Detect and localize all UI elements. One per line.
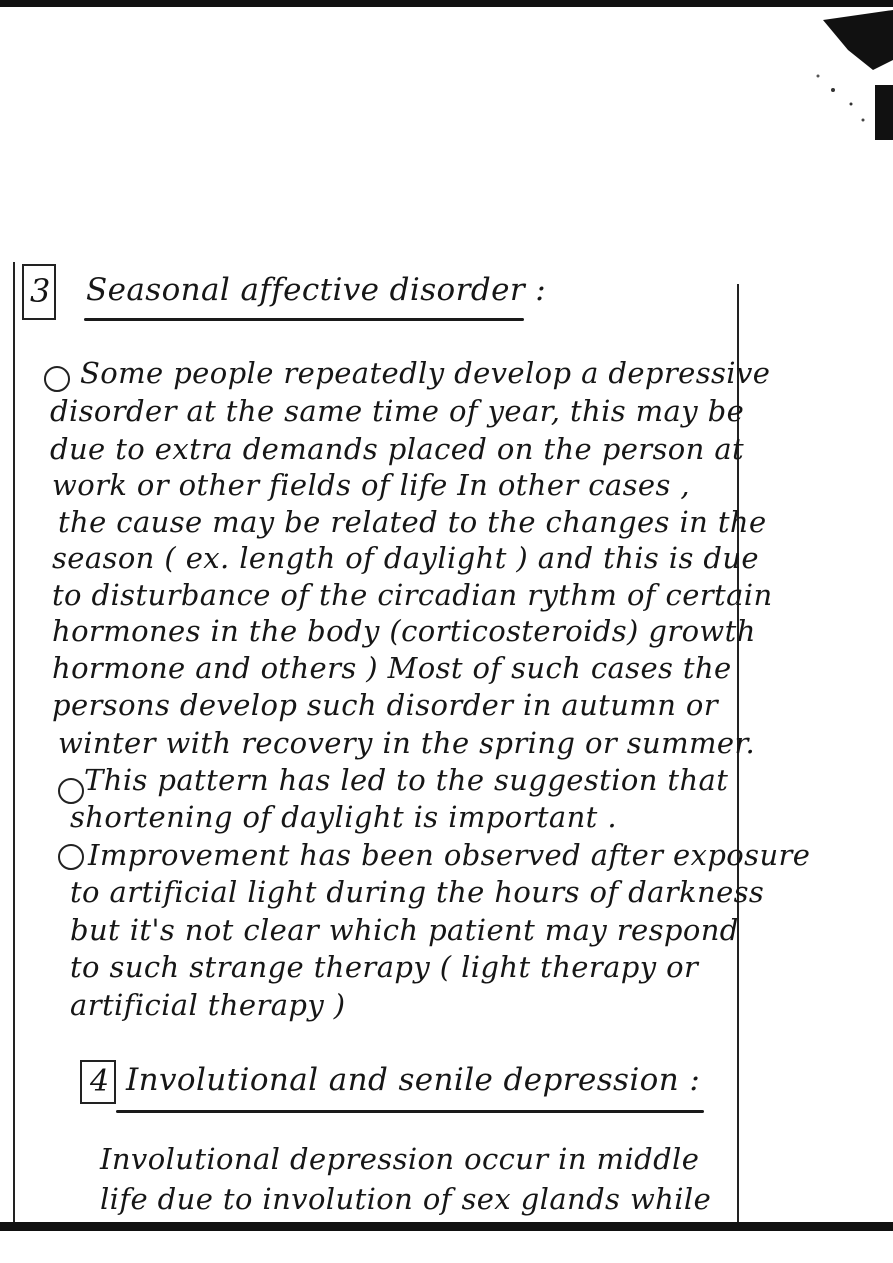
section-4-heading: Involutional and senile depression :	[126, 1062, 701, 1098]
section-3-line-13: shortening of daylight is important .	[70, 800, 617, 834]
scan-bottom-edge	[0, 1222, 893, 1263]
section-3-line-5: the cause may be related to the changes in the	[58, 505, 767, 539]
section-3-line-17: to such strange therapy ( light therapy or	[70, 950, 699, 984]
section-3-line-10: persons develop such disorder in autumn or	[52, 688, 719, 722]
section-4-number-box	[80, 1060, 116, 1104]
section-3-line-3: due to extra demands placed on the person at	[50, 432, 745, 466]
section-4-number: 4	[90, 1064, 110, 1099]
section-3-line-11: winter with recovery in the spring or summer.	[58, 726, 756, 760]
point-1-marker	[44, 366, 70, 392]
left-margin-line	[13, 262, 15, 1227]
section-3-line-16: but it's not clear which patient may respond	[70, 913, 739, 947]
section-3-line-12: This pattern has led to the suggestion that	[84, 763, 729, 797]
section-3-number: 3	[30, 272, 51, 310]
section-3-line-14: Improvement has been observed after exposure	[88, 838, 811, 872]
section-3-line-7: to disturbance of the circadian rythm of certain	[52, 578, 773, 612]
point-5-marker	[58, 844, 84, 870]
section-3-line-2: disorder at the same time of year, this may be	[50, 394, 745, 428]
section-3-line-1: Some people repeatedly develop a depressive	[80, 356, 771, 390]
section-4-line-1: Involutional depression occur in middle	[100, 1142, 700, 1176]
section-3-line-15: to artificial light during the hours of darkness	[70, 875, 765, 909]
folded-corner-shadow	[723, 0, 893, 160]
section-3-heading: Seasonal affective disorder :	[86, 272, 547, 308]
section-3-number-box	[22, 264, 56, 320]
section-3-line-8: hormones in the body (corticosteroids) growth	[52, 614, 756, 648]
section-4-line-2: life due to involution of sex glands while	[100, 1182, 712, 1216]
section-3-line-18: artificial therapy )	[70, 988, 346, 1022]
section-3-line-4: work or other fields of life In other cases ,	[52, 468, 690, 502]
section-3-line-9: hormone and others ) Most of such cases the	[52, 651, 732, 685]
section-4-heading-underline	[116, 1110, 704, 1113]
section-3-heading-underline	[84, 318, 524, 321]
section-3-line-6: season ( ex. length of daylight ) and this is due	[52, 541, 759, 575]
